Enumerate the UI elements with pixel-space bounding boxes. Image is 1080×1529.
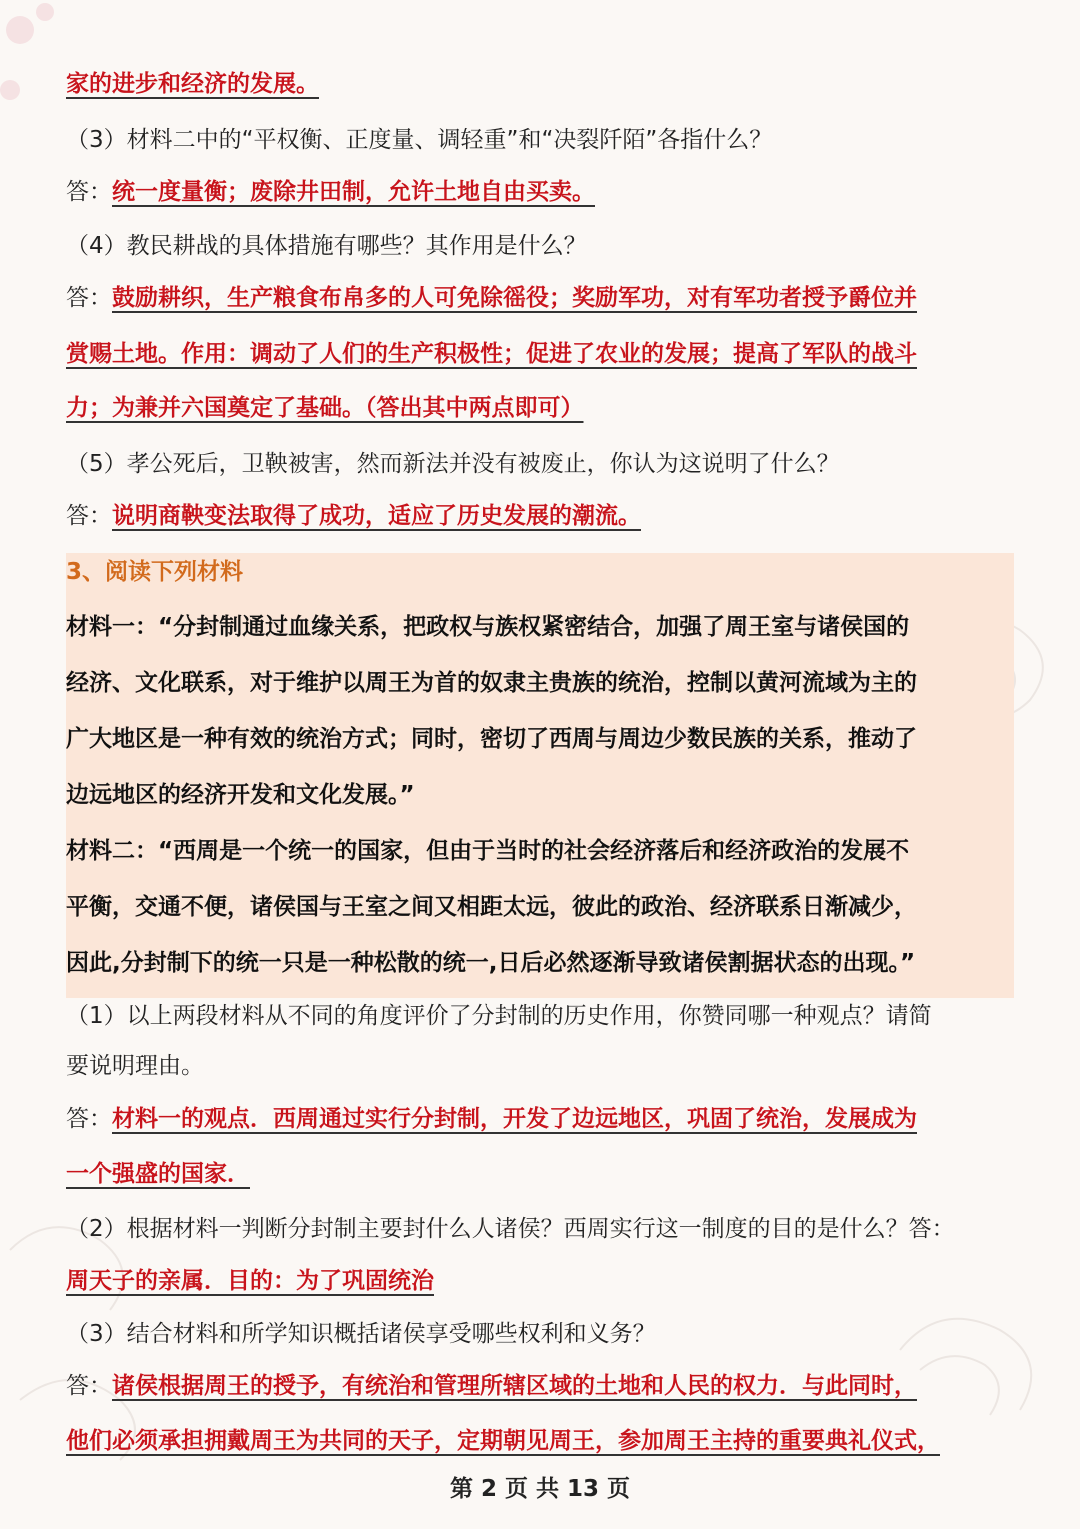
question-5: （5）孝公死后，卫鞅被害，然而新法并没有被废止，你认为这说明了什么？ — [66, 451, 840, 477]
sub-answer-1-line-1 — [66, 1103, 917, 1135]
material-2-line-2: 平衡，交通不便，诸侯国与王室之间又相距太远，彼此的政治、经济联系日渐减少， — [66, 894, 917, 920]
sub-answer-3-line-1 — [66, 1370, 917, 1402]
question-4: （4）教民耕战的具体措施有哪些？其作用是什么？ — [66, 233, 587, 259]
material-1-line-3: 广大地区是一种有效的统治方式；同时，密切了西周与周边少数民族的关系，推动了 — [66, 726, 917, 752]
answer-label: 答： — [66, 503, 112, 529]
answer-3 — [66, 176, 595, 208]
answer-text: 统一度量衡；废除井田制，允许土地自由买卖。 — [112, 179, 595, 205]
sub-answer-2: 周天子的亲属．目的：为了巩固统治 — [66, 1268, 434, 1294]
sub-answer-3-line-2: 他们必须承担拥戴周王为共同的天子，定期朝见周王，参加周王主持的重要典礼仪式， — [66, 1428, 940, 1454]
sub-question-2: （2）根据材料一判断分封制主要封什么人诸侯？西周实行这一制度的目的是什么？答： — [66, 1216, 955, 1242]
answer-4-line-2: 赏赐土地。作用：调动了人们的生产积极性；促进了农业的发展；提高了军队的战斗 — [66, 341, 917, 367]
answer-label: 答： — [66, 1106, 112, 1132]
sub-question-1-line-1: （1）以上两段材料从不同的角度评价了分封制的历史作用，你赞同哪一种观点？请简 — [66, 1003, 932, 1029]
sub-question-1-line-2: 要说明理由。 — [66, 1053, 204, 1079]
answer-label: 答： — [66, 179, 112, 205]
answer-5 — [66, 500, 641, 532]
answer-line: 家的进步和经济的发展。 — [66, 71, 319, 97]
material-2-line-1: 材料二：“西周是一个统一的国家，但由于当时的社会经济落后和经济政治的发展不 — [66, 838, 910, 864]
answer-4-line-3: 力；为兼并六国奠定了基础。（答出其中两点即可） — [66, 395, 584, 421]
sub-question-3: （3）结合材料和所学知识概括诸侯享受哪些权利和义务？ — [66, 1321, 656, 1347]
answer-label: 答： — [66, 285, 112, 311]
material-1-line-4: 边远地区的经济开发和文化发展。” — [66, 782, 415, 808]
sub-answer-1-line-2: 一个强盛的国家． — [66, 1161, 250, 1187]
material-2-line-3: 因此,分封制下的统一只是一种松散的统一,日后必然逐渐导致诸侯割据状态的出现。” — [66, 950, 916, 976]
answer-text: 诸侯根据周王的授予，有统治和管理所辖区域的土地和人民的权力．与此同时， — [112, 1373, 917, 1399]
material-1-line-2: 经济、文化联系，对于维护以周王为首的奴隶主贵族的统治，控制以黄河流域为主的 — [66, 670, 917, 696]
section-heading: 3、阅读下列材料 — [66, 559, 244, 585]
material-1-line-1: 材料一：“分封制通过血缘关系，把政权与族权紧密结合，加强了周王室与诸侯国的 — [66, 614, 910, 640]
answer-text: 材料一的观点．西周通过实行分封制，开发了边远地区，巩固了统治，发展成为 — [112, 1106, 917, 1132]
page-number: 第 2 页 共 13 页 — [449, 1476, 631, 1502]
answer-label: 答： — [66, 1373, 112, 1399]
answer-text: 鼓励耕织，生产粮食布帛多的人可免除徭役；奖励军功，对有军功者授予爵位并 — [112, 285, 917, 311]
answer-text: 说明商鞅变法取得了成功，适应了历史发展的潮流。 — [112, 503, 641, 529]
answer-4-line-1 — [66, 282, 917, 314]
question-3: （3）材料二中的“平权衡、正度量、调轻重”和“决裂阡陌”各指什么？ — [66, 127, 773, 153]
